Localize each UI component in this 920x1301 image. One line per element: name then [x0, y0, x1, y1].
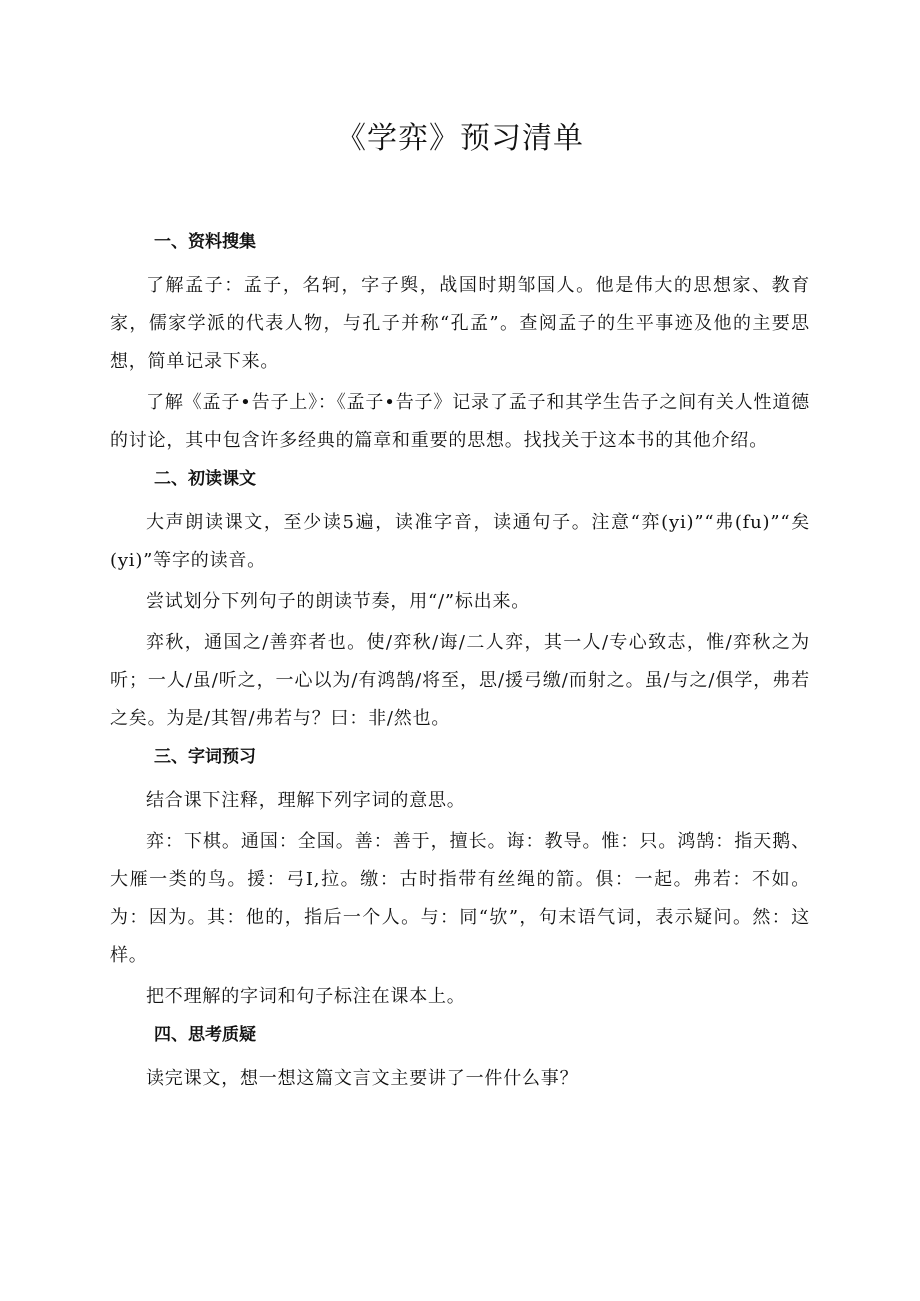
paragraph: 大声朗读课文，至少读5遍，读准字音，读通句子。注意“弈(yi)”“弗(fu)”“矣(yi)”等字的读音。 [110, 512, 810, 571]
section-heading: 一、资料搜集 [154, 232, 256, 252]
paragraph: 弈秋，通国之/善弈者也。使/弈秋/诲/二人弈，其一人/专心致志，惟/弈秋之为听；一人/虽/听之，一心以为/有鸿鹄/将至，思/援弓缴/而射之。虽/与之/俱学，弗若之矣。为是/其智/弗若与？曰：非/然也。 [110, 632, 810, 729]
paragraph: 把不理解的字词和句子标注在课本上。 [146, 986, 466, 1007]
paragraph: 结合课下注释，理解下列字词的意思。 [146, 790, 466, 811]
page-title: 《学弈》预习清单 [336, 121, 584, 156]
section-heading: 二、初读课文 [154, 469, 256, 489]
paragraph: 弈：下棋。通国：全国。善：善于，擅长。诲：教导。惟：只。鸿鹄：指天鹅、大雁一类的鸟。援：弓I,拉。缴：古时指带有丝绳的箭。俱：一起。弗若：不如。为：因为。其：他的，指后一个人。与：同“欤”，句末语气词，表示疑问。然：这样。 [110, 831, 810, 966]
section-heading: 四、思考质疑 [154, 1025, 256, 1045]
section-resources [110, 228, 810, 460]
section-heading: 三、字词预习 [154, 747, 256, 767]
section-questions [110, 1021, 810, 1098]
paragraph: 读完课文，想一想这篇文言文主要讲了一件什么事？ [146, 1068, 579, 1089]
section-vocabulary [110, 743, 810, 1016]
paragraph: 了解《孟子•告子上》：《孟子•告子》记录了孟子和其学生告子之间有关人性道德的讨论，其中包含许多经典的篇章和重要的思想。找找关于这本书的其他介绍。 [110, 392, 810, 451]
paragraph: 尝试划分下列句子的朗读节奏，用“/”标出来。 [146, 591, 531, 612]
document-body [110, 228, 810, 1101]
section-first-reading [110, 465, 810, 738]
paragraph: 了解孟子：孟子，名轲，字子舆，战国时期邹国人。他是伟大的思想家、教育家，儒家学派的代表人物，与孔子并称“孔孟”。查阅孟子的生平事迹及他的主要思想，简单记录下来。 [110, 275, 810, 372]
